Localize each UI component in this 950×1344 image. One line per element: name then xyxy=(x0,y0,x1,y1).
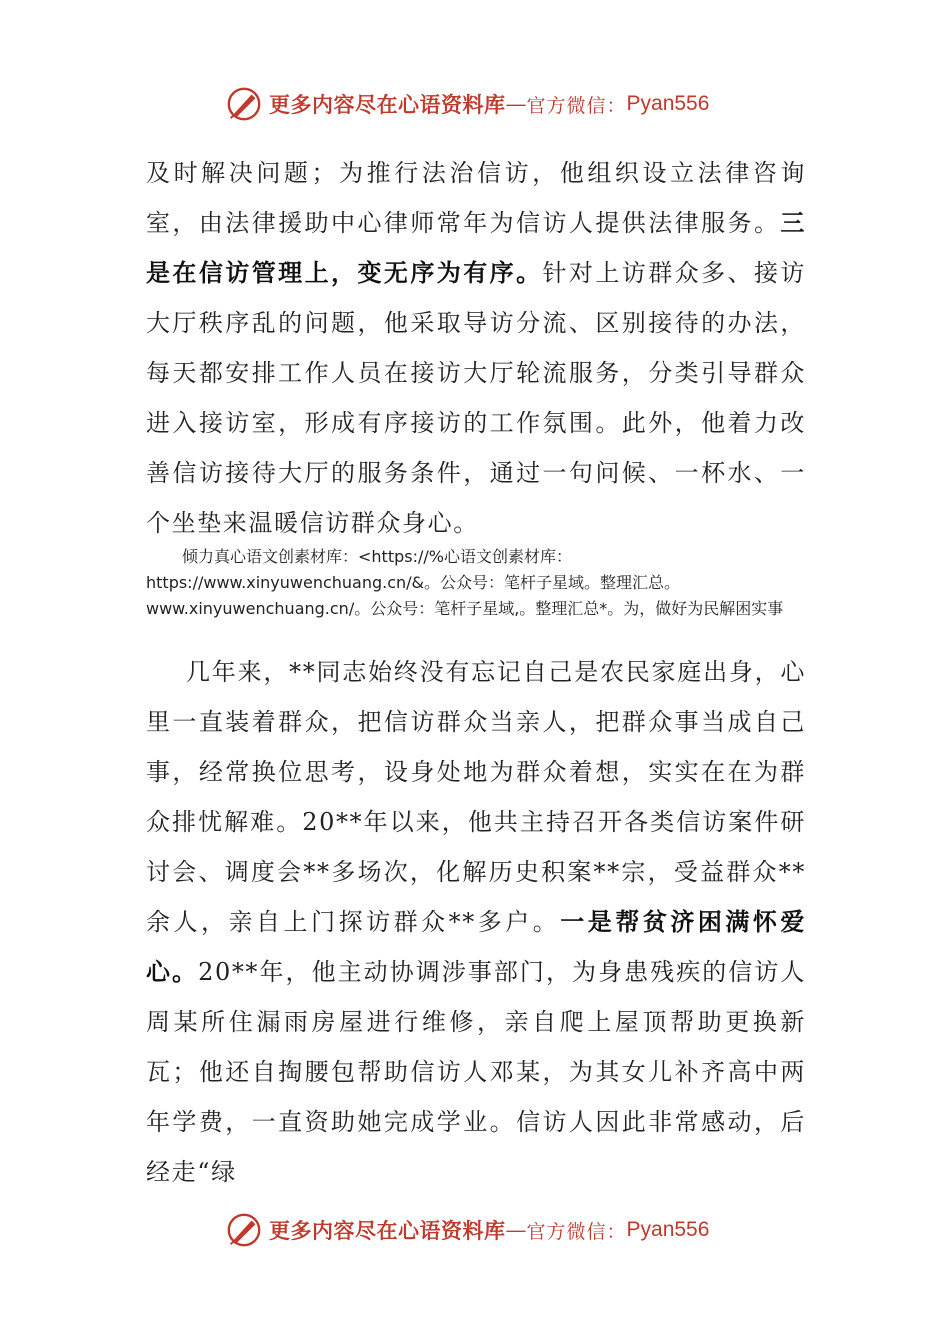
watermark-text: 倾力真心语文创素材库：<https://%心语文创素材库：https://www.xinyuwenchuang.cn/&。公众号：笔杆子星域。整理汇总。www.xinyuwenchuang.cn/。公众号：笔杆子星域,。整理汇总*。为，做好为民解困实事 xyxy=(146,547,784,618)
paragraph-text: 针对上访群众多、接访大厅秩序乱的问题，他采取导访分流、区别接待的办法，每天都安排工作人员在接访大厅轮流服务，分类引导群众进入接访室，形成有序接访的工作氛围。此外，他着力改善信访接待大厅的服务条件，通过一句问候、一杯水、一个坐垫来温暖信访群众身心。 xyxy=(146,259,806,537)
banner-official-label: 官方微信： xyxy=(526,94,627,117)
header-banner xyxy=(225,84,745,124)
banner-wechat-id: Pyan556 xyxy=(626,1218,710,1241)
paragraph-text: 20**年，他主动协调涉事部门，为身患残疾的信访人周某所住漏雨房屋进行维修，亲自爬上屋顶帮助更换新瓦；他还自掏腰包帮助信访人邓某，为其女儿补齐高中两年学费，一直资助她完成学业。信访人因此非常感动，后经走“绿 xyxy=(146,958,806,1186)
banner-main-text: 更多内容尽在心语资料库 xyxy=(269,1218,506,1243)
paragraph-text: 几年来，**同志始终没有忘记自己是农民家庭出身，心里一直装着群众，把信访群众当亲人，把群众事当成自己事，经常换位思考，设身处地为群众着想，实实在在为群众排忧解难。20**年以来，他共主持召开各类信访案件研讨会、调度会**多场次，化解历史积案**宗，受益群众**余人，亲自上门探访群众**多户。 xyxy=(146,658,806,936)
pen-logo-icon xyxy=(225,85,263,123)
banner-dash: — xyxy=(505,1218,527,1242)
body-paragraph-2 xyxy=(146,647,806,1197)
paragraph-text: 及时解决问题；为推行法治信访，他组织设立法律咨询室，由法律援助中心律师常年为信访人提供法律服务。 xyxy=(146,159,806,237)
banner-official-label: 官方微信： xyxy=(526,1220,627,1243)
footer-banner xyxy=(225,1210,745,1250)
banner-main-text: 更多内容尽在心语资料库 xyxy=(269,92,506,117)
banner-wechat-id: Pyan556 xyxy=(626,92,710,115)
pen-logo-icon xyxy=(225,1211,263,1249)
bold-heading-3: 三是在信访管理上，变无序为有序。 xyxy=(146,208,806,287)
bold-heading-1: 一是帮贫济困满怀爱心。 xyxy=(146,907,806,986)
banner-dash: — xyxy=(505,92,527,116)
body-paragraph-1 xyxy=(146,148,806,548)
watermark-paragraph xyxy=(146,544,810,622)
